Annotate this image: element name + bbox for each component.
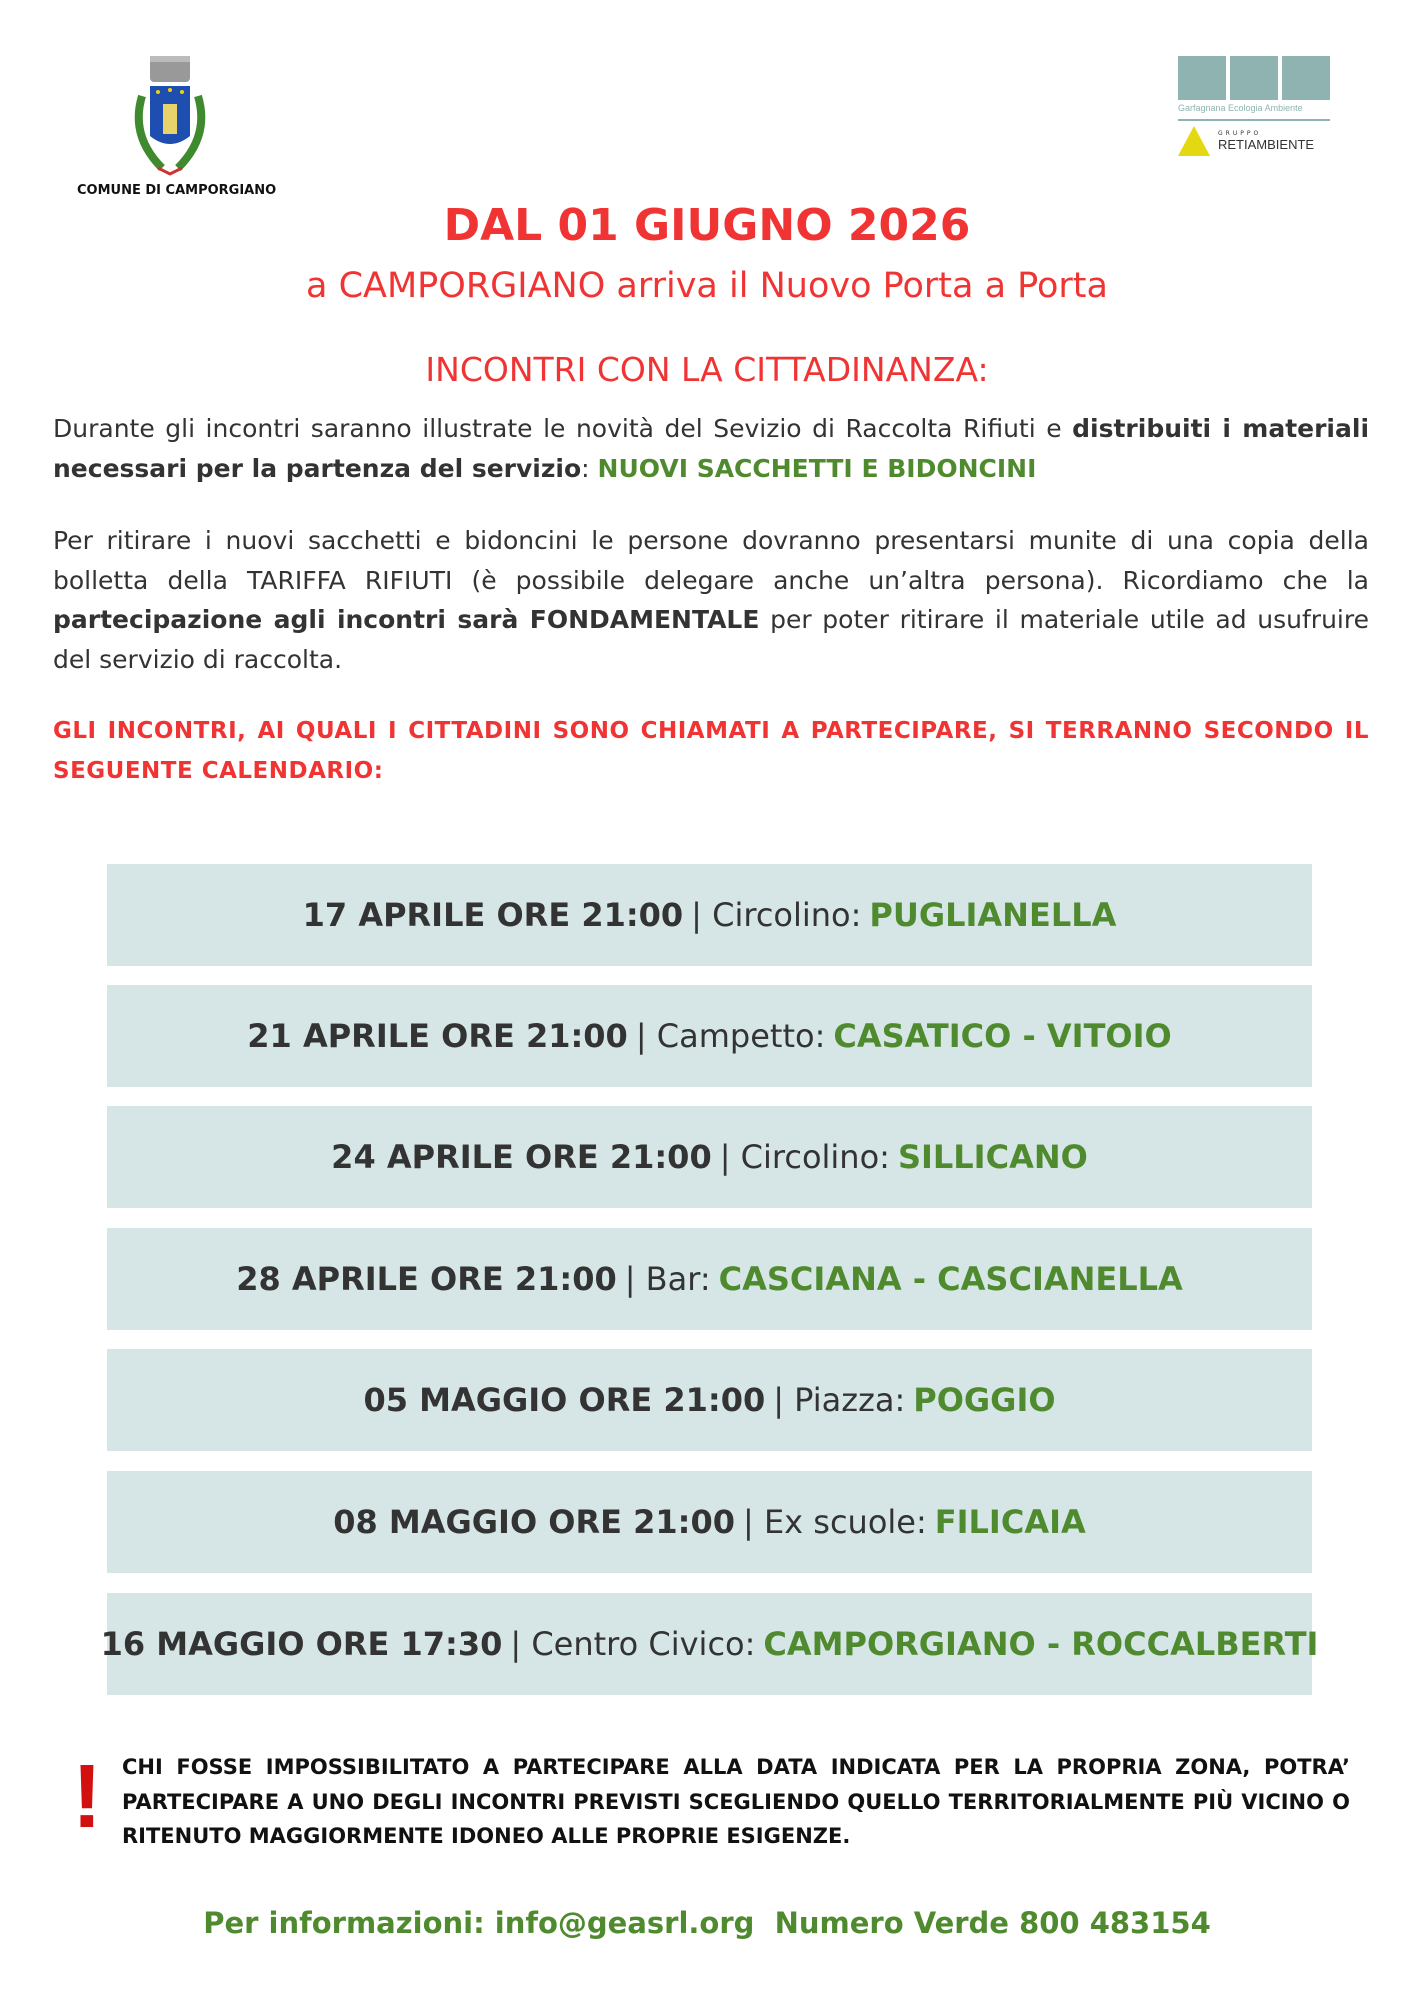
meeting-venue: | Campetto: <box>635 1017 826 1055</box>
reti-name: RETIAMBIENTE <box>1218 137 1315 152</box>
meeting-row <box>107 864 1312 966</box>
meeting-place: CASCIANA - CASCIANELLA <box>718 1260 1183 1298</box>
meeting-row <box>100 1593 1319 1695</box>
section-heading: INCONTRI CON LA CITTADINANZA: <box>425 350 989 389</box>
meeting-date: 08 MAGGIO ORE 21:00 <box>333 1503 735 1541</box>
exclamation-icon: ! <box>72 1747 102 1847</box>
gea-logo <box>1178 56 1338 121</box>
meeting-date: 21 APRILE ORE 21:00 <box>247 1017 628 1055</box>
meeting-row <box>107 1106 1312 1208</box>
gea-logo-mark <box>1178 56 1338 100</box>
meeting-row <box>107 1349 1312 1451</box>
meeting-date: 05 MAGGIO ORE 21:00 <box>363 1381 766 1419</box>
meeting-place: POGGIO <box>913 1381 1056 1419</box>
meeting-place: CASATICO - VITOIO <box>833 1017 1172 1055</box>
intro-paragraph <box>53 409 1369 488</box>
meeting-venue: | Bar: <box>624 1260 711 1298</box>
meeting-place: FILICAIA <box>934 1503 1086 1541</box>
meeting-venue: | Circolino: <box>719 1138 890 1176</box>
highlight-text: NUOVI SACCHETTI E BIDONCINI <box>597 453 1037 483</box>
meeting-date: 28 APRILE ORE 21:00 <box>236 1260 617 1298</box>
meeting-row <box>107 985 1312 1087</box>
meeting-row <box>107 1228 1312 1330</box>
calendar-intro: GLI INCONTRI, AI QUALI I CITTADINI SONO CHIAMATI A PARTECIPARE, SI TERRANNO SECONDO IL SEGUENTE CALENDARIO: <box>53 718 1369 784</box>
retiambiente-triangle-icon <box>1178 126 1210 156</box>
warning-text: CHI FOSSE IMPOSSIBILITATO A PARTECIPARE ALLA DATA INDICATA PER LA PROPRIA ZONA, POTRA’ PARTECIPARE A UNO DEGLI INCONTRI PREVISTI SCEGLIENDO QUELLO TERRITORIALMENTE PIÙ VICINO O RITENUTO MAGGIORMENTE IDONEO ALLE PROPRIE ESIGENZE. <box>122 1755 1350 1848</box>
page-title: DAL 01 GIUGNO 2026 <box>443 200 971 251</box>
meeting-venue: | Centro Civico: <box>510 1625 756 1663</box>
gea-subtitle: Garfagnana Ecologia Ambiente <box>1178 103 1303 113</box>
text: : <box>581 453 598 483</box>
text: Durante gli incontri saranno illustrate le novità del Sevizio di Raccolta Rifiuti e <box>53 414 1073 443</box>
meeting-date: 17 APRILE ORE 21:00 <box>302 896 684 934</box>
meeting-date: 16 MAGGIO ORE 17:30 <box>100 1625 503 1663</box>
meeting-place: PUGLIANELLA <box>869 896 1117 934</box>
meeting-venue: | Circolino: <box>691 896 862 934</box>
meeting-venue: | Ex scuole: <box>743 1503 927 1541</box>
contact-info: Per informazioni: info@geasrl.org Numero Verde 800 483154 <box>203 1906 1211 1940</box>
text: Per ritirare i nuovi sacchetti e bidoncini le persone dovranno presentarsi munite di una copia della bolletta della TARIFFA RIFIUTI (è possibile delegare anche un’altra persona). Ricordiamo che la <box>53 526 1369 595</box>
bold-text: partecipazione agli incontri sarà FONDAMENTALE <box>53 605 760 634</box>
retiambiente-logo <box>1178 126 1314 156</box>
reti-gruppo: GRUPPO <box>1218 130 1262 137</box>
meeting-date: 24 APRILE ORE 21:00 <box>331 1138 712 1176</box>
meeting-place: CAMPORGIANO - ROCCALBERTI <box>763 1625 1319 1663</box>
meeting-place: SILLICANO <box>897 1138 1088 1176</box>
text: per poter ritirare il materiale utile ad usufruire del servizio di raccolta. <box>53 605 1369 674</box>
meeting-venue: | Piazza: <box>773 1381 906 1419</box>
instructions-paragraph <box>53 521 1369 679</box>
bold-text: distribuiti i materiali necessari per la partenza del servizio <box>53 414 1370 483</box>
divider <box>1178 119 1330 121</box>
coat-of-arms-logo <box>112 56 228 182</box>
comune-label: COMUNE DI CAMPORGIANO <box>77 183 277 198</box>
meeting-row <box>107 1471 1312 1573</box>
page-subtitle: a CAMPORGIANO arriva il Nuovo Porta a Porta <box>306 266 1108 306</box>
